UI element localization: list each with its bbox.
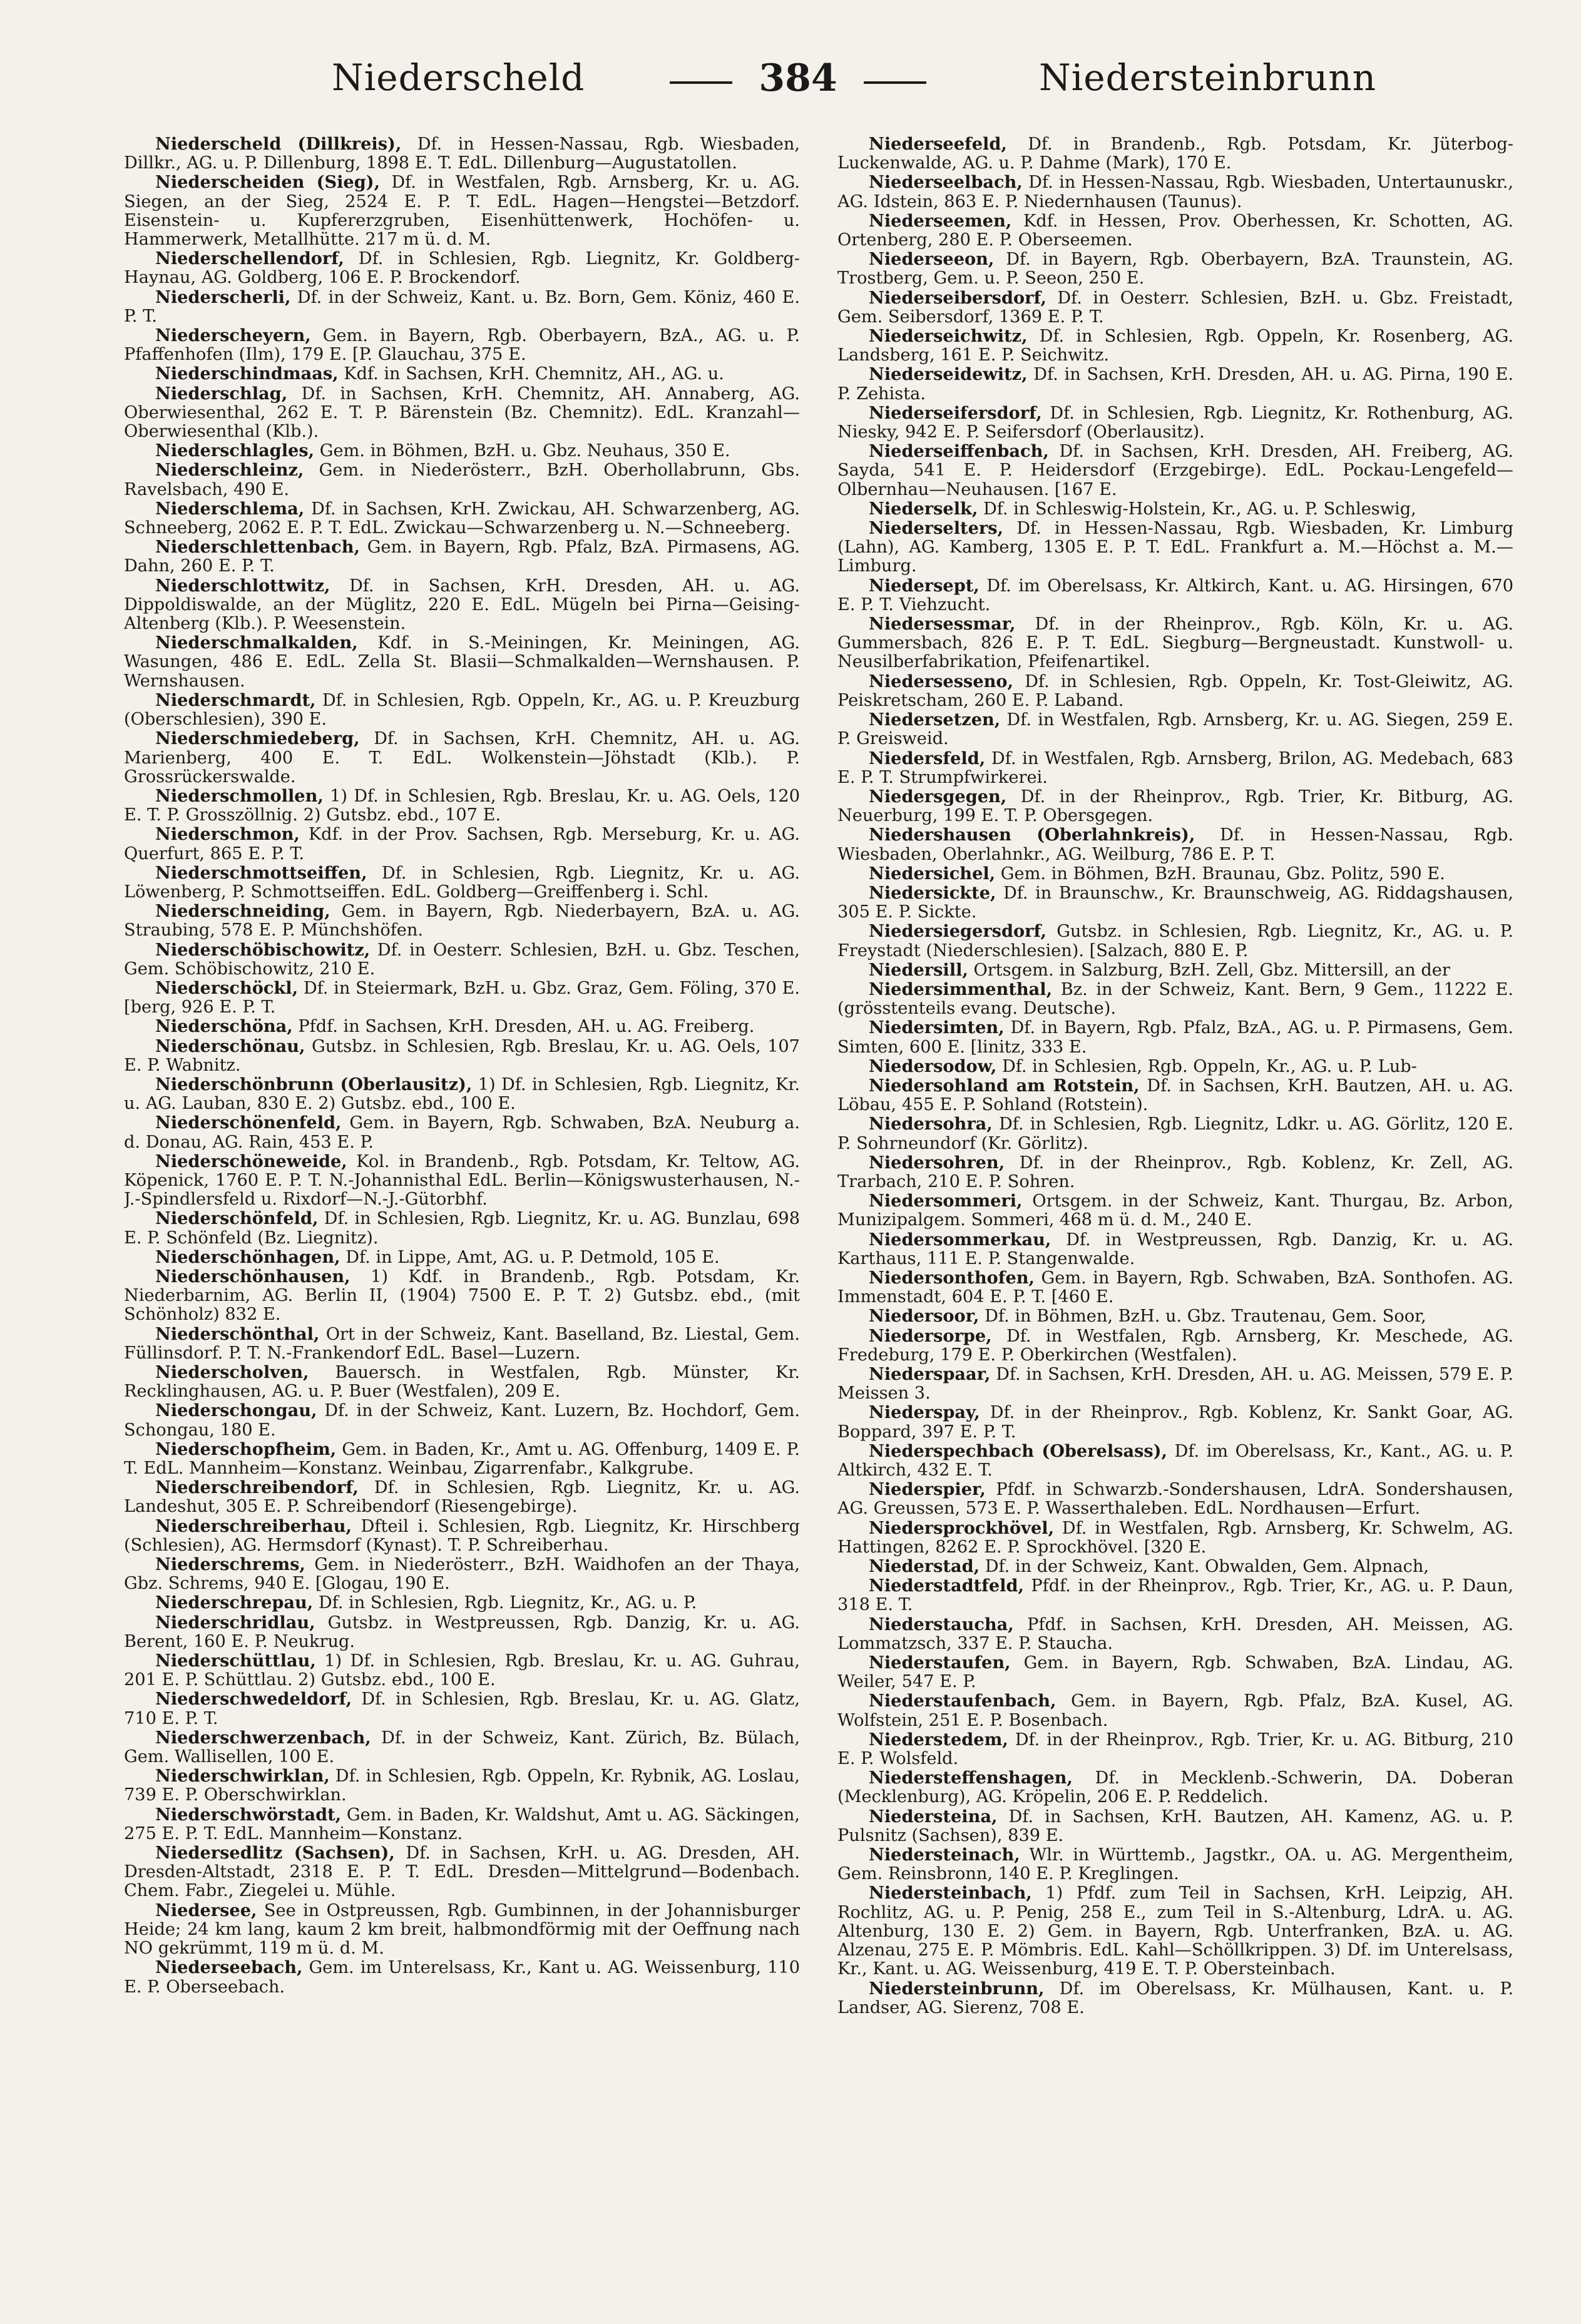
gazetteer-entry xyxy=(124,499,800,538)
entry-headword: Niedersommerkau, xyxy=(869,1229,1051,1250)
entry-text: Df. in Sachsen, KrH. u. AG. Dresden, AH. Dresden-Altstadt, 2318 E. P. T. EdL. Dresden—Mittelgrund—Bodenbach. Chem. Fabr., Ziegelei u. Mühle. xyxy=(124,1843,800,1901)
gazetteer-entry xyxy=(837,1883,1513,1979)
entry-headword: Niedersetzen, xyxy=(869,710,1001,730)
entry-text: Df. in Schlesien, Rgb. Oppeln, Kr. Rybnik, AG. Loslau, 739 E. P. Oberschwirklan. xyxy=(124,1766,800,1805)
gazetteer-entry xyxy=(837,1403,1513,1441)
entry-text: Gem. in Bayern, Rgb. Oberbayern, BzA., AG. u. P. Pfaffenhofen (Ilm), 179 E. [P. Glauchau, 375 E. xyxy=(124,326,800,365)
gazetteer-entry xyxy=(124,1766,800,1805)
gazetteer-entry xyxy=(837,1018,1513,1056)
gazetteer-entry xyxy=(837,980,1513,1018)
entry-text: Pfdf. in Schwarzb.-Sondershausen, LdrA. Sondershausen, AG. Greussen, 573 E. P. Wasserthaleben. EdL. Nordhausen—Erfurt. xyxy=(837,1480,1513,1519)
gazetteer-entry xyxy=(837,922,1513,960)
entry-headword: Niederschrepau, xyxy=(155,1593,314,1613)
entry-headword: Niederseibersdorf, xyxy=(869,287,1047,308)
gazetteer-entry xyxy=(837,1653,1513,1691)
gazetteer-entry xyxy=(837,499,1513,519)
gazetteer-entry xyxy=(837,404,1513,442)
entry-text: Df. in Schlesien, Rgb. Liegnitz, Kr. Goldberg-Haynau, AG. Goldberg, 106 E. P. Brockendorf. xyxy=(124,249,800,288)
entry-headword: Niedersichel, xyxy=(869,863,996,884)
gazetteer-entry xyxy=(124,1517,800,1555)
entry-headword: Niedersept, xyxy=(869,575,980,596)
entry-headword: Niederschlettenbach, xyxy=(155,537,360,558)
entry-headword: Niedersohra, xyxy=(869,1114,993,1134)
entry-headword: Niederschopfheim, xyxy=(155,1439,337,1459)
entry-headword: Niederschöbischowitz, xyxy=(155,939,371,960)
entry-headword: Niederschönthal, xyxy=(155,1323,320,1344)
entry-headword: Niederspechbach (Oberelsass), xyxy=(869,1440,1168,1461)
entry-text: Ortsgem. in Salzburg, BzH. Zell, Gbz. Mittersill, an der xyxy=(968,960,1450,980)
entry-headword: Niedersoor, xyxy=(869,1306,980,1327)
entry-text: Df. in Sachsen, KrH. Zwickau, AH. Schwarzenberg, AG. Schneeberg, 2062 E. P. T. EdL. Zwickau—Schwarzenberg u. N.—Schneeberg. xyxy=(124,499,800,538)
entry-text: Df. in der Schweiz, Kant. u. Bz. Born, Gem. Köniz, 460 E. P. T. xyxy=(124,287,800,326)
entry-text: Gem. in Bayern, Rgb. Schwaben, BzA. Sonthofen. AG. Immenstadt, 604 E. P. T. [460 E. xyxy=(837,1268,1513,1307)
entry-text: Df. in Hessen-Nassau, Rgb. Wiesbaden, Untertaunuskr., AG. Idstein, 863 E. P. Niedernhausen (Taunus). xyxy=(837,173,1513,212)
gazetteer-entry xyxy=(124,787,800,825)
gazetteer-entry xyxy=(124,461,800,499)
page-header xyxy=(0,56,1581,125)
gazetteer-entry xyxy=(837,749,1513,787)
entry-text: 1) Df. in Schlesien, Rgb. Liegnitz, Kr. u. AG. Lauban, 830 E. 2) Gutsbz. ebd., 100 E. xyxy=(124,1074,800,1114)
gazetteer-entry xyxy=(837,1191,1513,1230)
gazetteer-entry xyxy=(837,1442,1513,1480)
entry-text: Df. in der Rheinprov., Rgb. Koblenz, Kr. Sankt Goar, AG. Boppard, 397 E. P. T. xyxy=(837,1403,1513,1442)
entry-headword: Niederschwörstadt, xyxy=(155,1804,342,1825)
entry-headword: Niederscheyern, xyxy=(155,325,311,346)
entry-text: Df. in Sachsen, KrH. Bautzen, AH. u. AG. Löbau, 455 E. P. Sohland (Rotstein). xyxy=(837,1076,1513,1115)
gazetteer-entry xyxy=(124,1901,800,1959)
entry-headword: Niederschmon, xyxy=(155,824,300,845)
entry-text: Df. in Sachsen, KrH. Dresden, AH. Freiberg, AG. Sayda, 541 E. P. Heidersdorf (Erzgebirge). EdL. Pockau-Lengefeld—Olbernhau—Neuhausen. [167 E. xyxy=(837,442,1513,499)
gazetteer-entry xyxy=(124,1113,800,1151)
entry-headword: Niederschleinz, xyxy=(155,460,304,481)
entry-headword: Niederseeon, xyxy=(869,249,995,270)
entry-headword: Niederschlema, xyxy=(155,498,305,519)
entry-headword: Niederseelbach, xyxy=(869,172,1023,193)
entry-text: Df. in Hessen-Nassau, Rgb. Wiesbaden, Kr. Limburg (Lahn), AG. Kamberg, 1305 E. P. T. EdL. Frankfurt a. M.—Höchst a. M.—Limburg. xyxy=(837,519,1513,576)
entry-text: Pfdf. in Sachsen, KrH. Dresden, AH. Meissen, AG. Lommatzsch, 337 E. P. Staucha. xyxy=(837,1614,1513,1653)
entry-headword: Niedersodow, xyxy=(869,1056,997,1076)
gazetteer-entry xyxy=(124,940,800,979)
gazetteer-entry xyxy=(837,1230,1513,1268)
entry-headword: Niedersonthofen, xyxy=(869,1267,1035,1288)
gazetteer-entry xyxy=(124,173,800,249)
entry-text: Kol. in Brandenb., Rgb. Potsdam, Kr. Teltow, AG. Köpenick, 1760 E. P. T. N.-Johannisthal EdL. Berlin—Königswusterhausen, N.-J.-Spindlersfeld u. Rixdorf—N.-J.-Gütorbhf. xyxy=(124,1151,800,1210)
entry-headword: Niederspaar, xyxy=(869,1364,991,1384)
left-column xyxy=(124,135,800,2293)
gazetteer-entry xyxy=(124,864,800,902)
entry-headword: Niedersteffenshagen, xyxy=(869,1768,1073,1788)
gazetteer-entry xyxy=(124,1267,800,1325)
gazetteer-entry xyxy=(837,864,1513,884)
gazetteer-entry xyxy=(837,710,1513,748)
gazetteer-entry xyxy=(124,1017,800,1036)
entry-text: Df. in Sachsen, KrH. Dresden, AH. u. AG. Dippoldiswalde, an der Müglitz, 220 E. EdL. Mügeln bei Pirna—Geising-Altenberg (Klb.). P. Weesenstein. xyxy=(124,576,800,634)
gazetteer-body xyxy=(124,135,1513,2293)
gazetteer-entry xyxy=(837,442,1513,499)
gazetteer-entry xyxy=(837,135,1513,173)
entry-text: Kdf. in Sachsen, KrH. Chemnitz, AH., AG. u. xyxy=(338,364,724,384)
entry-text: Df. in Steiermark, BzH. u. Gbz. Graz, Gem. Föling, 370 E. [berg, 926 E. P. T. xyxy=(124,978,800,1017)
entry-headword: Niedersessmar, xyxy=(869,614,1016,635)
entry-headword: Niederstedem, xyxy=(869,1729,1008,1750)
gazetteer-entry xyxy=(837,1557,1513,1576)
entry-text: Df. in Schlesien, Rgb. Liegnitz, Kr. u. AG. Löwenberg, P. Schmottseiffen. EdL. Goldberg—Greiffenberg i. Schl. xyxy=(124,863,800,902)
entry-text: Df. im Oberelsass, Kr. Mülhausen, Kant. u. P. Landser, AG. Sierenz, 708 E. xyxy=(837,1979,1513,2017)
entry-headword: Niedersorpe, xyxy=(869,1325,992,1346)
entry-text: Df. in Brandenb., Rgb. Potsdam, Kr. Jüterbog-Luckenwalde, AG. u. P. Dahme (Mark), 170 E. xyxy=(837,135,1513,173)
entry-headword: Niederschmiedeberg, xyxy=(155,728,360,749)
gazetteer-entry xyxy=(837,1576,1513,1614)
gazetteer-entry xyxy=(837,1114,1513,1153)
entry-text: Gem. in Bayern, Rgb. Niederbayern, BzA. u. AG. Straubing, 578 E. P. Münchshöfen. xyxy=(124,902,800,940)
entry-headword: Niederseemen, xyxy=(869,210,1012,231)
entry-text: Kdf. in Hessen, Prov. Oberhessen, Kr. Schotten, AG. Ortenberg, 280 E. P. Oberseemen. xyxy=(837,211,1513,250)
gazetteer-entry xyxy=(837,1480,1513,1518)
gazetteer-entry xyxy=(837,327,1513,365)
entry-headword: Niedersgegen, xyxy=(869,786,1007,807)
entry-headword: Niederschindmaas, xyxy=(155,364,339,384)
entry-headword: Niederschönfeld, xyxy=(155,1208,319,1229)
gazetteer-entry xyxy=(124,729,800,787)
entry-headword: Niedersteina, xyxy=(869,1806,998,1827)
gazetteer-entry xyxy=(837,365,1513,403)
gazetteer-entry xyxy=(837,212,1513,250)
entry-headword: Niederscherli, xyxy=(155,287,291,307)
entry-headword: Niederschreiberhau, xyxy=(155,1516,352,1536)
entry-text: Df. in Schlesien, Rgb. Oppeln, Kr. Tost-Gleiwitz, AG. Peiskretscham, 260 E. P. Laband. xyxy=(837,671,1513,710)
entry-text: Pfdf. in der Rheinprov., Rgb. Trier, Kr., AG. u. P. Daun, 318 E. T. xyxy=(837,1576,1513,1615)
entry-text: Df. in Schlesien, Rgb. Oppeln, Kr., AG. u. P. Lub- xyxy=(996,1056,1417,1076)
gazetteer-entry xyxy=(837,519,1513,576)
header-last-entry: Niedersteinbrunn xyxy=(1039,56,1377,99)
entry-headword: Niedersesseno, xyxy=(869,671,1013,691)
entry-text: 1) Pfdf. zum Teil in Sachsen, KrH. Leipzig, AH. Rochlitz, AG. u. P. Penig, 258 E., zum Teil in S.-Altenburg, LdrA. u. AG. Altenburg, 130 E. 2) Gem. in Bayern, Rgb. Unterfranken, BzA. u. AG. Alzenau, 275 E. P. Mömbris. EdL. Kahl—Schöllkrippen. 3) Df. im Unterelsass, Kr., Kant. u. AG. Weissenburg, 419 E. T. P. Obersteinbach. xyxy=(837,1883,1513,1979)
entry-headword: Niederselk, xyxy=(869,498,978,519)
gazetteer-entry xyxy=(124,576,800,634)
gazetteer-entry xyxy=(837,614,1513,672)
entry-text: Df. in Oesterr. Schlesien, BzH. u. Gbz. Freistadt, Gem. Seibersdorf, 1369 E. P. T. xyxy=(837,288,1513,327)
gazetteer-entry xyxy=(124,1958,800,1996)
entry-text: Df. in Schlesien, Rgb. Liegnitz, Kr. Rothenburg, AG. Niesky, 942 E. P. Seifersdorf (Oberlausitz). xyxy=(837,403,1513,442)
gazetteer-entry xyxy=(124,135,800,173)
entry-headword: Niedersprockhövel, xyxy=(869,1517,1055,1538)
gazetteer-entry xyxy=(837,1730,1513,1768)
entry-headword: Niederseifersdorf, xyxy=(869,402,1042,423)
entry-headword: Niederschöna, xyxy=(155,1016,293,1037)
entry-text: Df. in Oesterr. Schlesien, BzH. u. Gbz. Teschen, Gem. Schöbischowitz, 210 E. xyxy=(124,940,800,979)
entry-headword: Niedersedlitz (Sachsen), xyxy=(155,1843,395,1863)
entry-text: Df. in Böhmen, BzH. u. Gbz. Trautenau, Gem. Soor, xyxy=(979,1307,1426,1327)
entry-headword: Niederschöckl, xyxy=(155,977,299,998)
entry-text: Df. in Sachsen, KrH. Chemnitz, AH. u. AG. Marienberg, 400 E. T. EdL. Wolkenstein—Jöhstadt (Klb.). P. Grossrückerswalde. xyxy=(124,729,800,787)
entry-headword: Niedersfeld, xyxy=(869,748,986,768)
gazetteer-entry xyxy=(837,884,1513,922)
entry-text: 1) Df. in Schlesien, Rgb. Breslau, Kr. u. AG. Oels, 120 E. T. P. Grosszöllnig. 2) Gutsbz. ebd., 107 E. xyxy=(124,786,800,825)
entry-text: Pfdf. in Sachsen, KrH. Dresden, AH. u. AG. Freiberg. xyxy=(292,1017,755,1037)
entry-text: Gutsbz. in Schlesien, Rgb. Liegnitz, Kr., AG. u. P. Freystadt (Niederschlesien). [Salzach, 880 E. P. xyxy=(837,922,1513,961)
entry-headword: Niedersohland am Rotstein, xyxy=(869,1075,1140,1096)
entry-text: Gem. in Bayern, Rgb. Schwaben, BzA. Neuburg a. d. Donau, AG. Rain, 453 E. P. xyxy=(124,1113,800,1152)
entry-headword: Niedersiegersdorf, xyxy=(869,921,1047,942)
entry-text: Df. in Schlesien, Rgb. Breslau, Kr. u. AG. Glatz, 710 E. P. T. xyxy=(124,1689,800,1728)
gazetteer-entry xyxy=(837,1845,1513,1883)
gazetteer-entry xyxy=(124,384,800,442)
entry-text: Df. in Schlesien, Rgb. Liegnitz, Kr., AG. u. P. xyxy=(313,1593,697,1613)
entry-text: Df. in Bayern, Rgb. Pfalz, BzA., AG. u. P. Pirmasens, Gem. Simten, 600 E. [linitz, 333 E. xyxy=(837,1018,1513,1057)
entry-text: Gem. im Unterelsass, Kr., Kant u. AG. Weissenburg, 110 E. P. Oberseebach. xyxy=(124,1958,800,1997)
entry-text: Gem. in Niederösterr., BzH. Oberhollabrunn, Gbs. Ravelsbach, 490 E. xyxy=(124,461,800,499)
entry-text: Df. in Schlesien, Rgb. Liegnitz, Ldkr. u. AG. Görlitz, 120 E. P. Sohrneundorf (Kr. Görlitz). xyxy=(837,1114,1513,1153)
gazetteer-entry xyxy=(124,441,800,461)
entry-text: 1) Kdf. in Brandenb., Rgb. Potsdam, Kr. Niederbarnim, AG. Berlin II, (1904) 7500 E. P. T. 2) Gutsbz. ebd., (mit Schönholz) 832 E. xyxy=(124,1266,800,1325)
entry-headword: Niedersimten, xyxy=(869,1017,1005,1038)
entry-text: Gutsbz. in Westpreussen, Rgb. Danzig, Kr. u. AG. Berent, 160 E. P. Neukrug. xyxy=(124,1613,800,1651)
gazetteer-entry xyxy=(837,1807,1513,1845)
entry-headword: Niederschreibendorf, xyxy=(155,1477,359,1498)
entry-text: Df. in Hessen-Nassau, Rgb. Wiesbaden, Dillkr., AG. u. P. Dillenburg, 1898 E. T. EdL. Dillenburg—Augustatollen. xyxy=(124,135,800,173)
entry-text: Dfteil i. Schlesien, Rgb. Liegnitz, Kr. Hirschberg (Schlesien), AG. Hermsdorf (Kynast). T. P. Schreiberhau. xyxy=(124,1516,800,1555)
entry-text: Df. in Bayern, Rgb. Oberbayern, BzA. Traunstein, AG. Trostberg, Gem. u. P. Seeon, 250 E. xyxy=(837,250,1513,288)
entry-headword: Niederschellendorf, xyxy=(155,248,344,269)
gazetteer-entry xyxy=(124,1152,800,1210)
entry-headword: Niedersickte, xyxy=(869,882,996,903)
entry-text: Df. in Westfalen, Rgb. Arnsberg, Kr. u. AG. Siegen, an der Sieg, 2524 E. P. T. EdL. Hagen—Hengstei—Betzdorf. Eisenstein- u. Kupfererzgruben, Eisenhüttenwerk, Hochöfen- u. Hammerwerk, Metallhütte. 217 m ü. d. M. xyxy=(124,173,800,250)
entry-text: Df. in Hessen-Nassau, Rgb. Wiesbaden, Oberlahnkr., AG. Weilburg, 786 E. P. T. xyxy=(837,825,1513,864)
gazetteer-entry xyxy=(124,1555,800,1593)
entry-headword: Niederschüttlau, xyxy=(155,1651,316,1671)
entry-text: Gem. in Niederösterr., BzH. Waidhofen an der Thaya, Gbz. Schrems, 940 E. [Glogau, 190 E. xyxy=(124,1555,800,1594)
entry-headword: Niedersteinach, xyxy=(869,1845,1020,1865)
entry-text: Df. in Schlesien, Rgb. Oppeln, Kr. Rosenberg, AG. Landsberg, 161 E. P. Seichwitz. xyxy=(837,327,1513,365)
gazetteer-entry xyxy=(124,538,800,576)
entry-headword: Niederschönhagen, xyxy=(155,1246,340,1267)
entry-text: 1) Df. in Schlesien, Rgb. Breslau, Kr. u. AG. Guhrau, 201 E. P. Schüttlau. 2) Gutsbz. ebd., 100 E. xyxy=(124,1651,800,1690)
page-number: 384 xyxy=(676,56,920,100)
entry-text: Df. in der Rheinprov., Rgb. Köln, Kr. u. AG. Gummersbach, 826 E. P. T. EdL. Siegburg—Bergneustadt. Kunstwoll- u. Neusilberfabrikation, Pfeifenartikel. xyxy=(837,614,1513,672)
gazetteer-entry xyxy=(124,1037,800,1075)
entry-headword: Niedersee, xyxy=(155,1900,257,1920)
entry-headword: Niederscheiden (Sieg), xyxy=(155,172,381,193)
entry-headword: Niedersteinbach, xyxy=(869,1883,1032,1904)
gazetteer-entry xyxy=(124,326,800,364)
gazetteer-entry xyxy=(124,1689,800,1728)
entry-headword: Niederscholven, xyxy=(155,1362,309,1382)
entry-headword: Niederschongau, xyxy=(155,1400,317,1421)
entry-headword: Niederschönhausen, xyxy=(155,1266,350,1287)
gazetteer-entry xyxy=(124,1728,800,1766)
entry-headword: Niederstad, xyxy=(869,1556,980,1577)
entry-text: Df. in Sachsen, KrH. Dresden, AH. u. AG. Pirna, 190 E. P. Zehista. xyxy=(837,365,1513,404)
gazetteer-entry xyxy=(124,1401,800,1439)
entry-text: Bz. in der Schweiz, Kant. Bern, 9 Gem., 11222 E. (grösstenteils evang. Deutsche). xyxy=(837,979,1513,1019)
entry-headword: Niederselters, xyxy=(869,518,1003,539)
entry-headword: Niederseebach, xyxy=(155,1957,303,1978)
gazetteer-entry xyxy=(124,1363,800,1401)
gazetteer-entry xyxy=(124,1593,800,1613)
gazetteer-entry xyxy=(124,691,800,729)
entry-text: See in Ostpreussen, Rgb. Gumbinnen, in der Johannisburger Heide; 24 km lang, kaum 2 km breit, halbmondförmig mit der Oeffnung nach NO gekrümmt, 119 m ü. d. M. xyxy=(124,1900,800,1959)
entry-text: Ortsgem. in der Schweiz, Kant. Thurgau, Bz. Arbon, Munizipalgem. Sommeri, 468 m ü. d. M., 240 E. xyxy=(837,1191,1513,1230)
entry-headword: Niedersimmenthal, xyxy=(869,979,1053,999)
gazetteer-entry xyxy=(124,1478,800,1516)
entry-text: Df. in der Schweiz, Kant. Zürich, Bz. Bülach, Gem. Wallisellen, 100 E. xyxy=(124,1728,800,1767)
entry-text: Df. in Westfalen, Rgb. Arnsberg, Kr. Meschede, AG. Fredeburg, 179 E. P. Oberkirchen (Westfalen). xyxy=(837,1326,1513,1365)
entry-headword: Niederschlottwitz, xyxy=(155,575,330,596)
entry-text: Df. in Westfalen, Rgb. Arnsberg, Kr. Schwelm, AG. Hattingen, 8262 E. P. Sprockhövel. [320 E. xyxy=(837,1518,1513,1557)
entry-text: Gem. in Bayern, Rgb. Pfalz, BzA. Kusel, AG. Wolfstein, 251 E. P. Bosenbach. xyxy=(837,1691,1513,1730)
entry-headword: Niedersohren, xyxy=(869,1152,1005,1173)
entry-headword: Niederstaucha, xyxy=(869,1614,1014,1634)
entry-headword: Niederscheld (Dillkreis), xyxy=(155,135,402,154)
entry-headword: Niederschrems, xyxy=(155,1554,305,1575)
entry-text: Df. in der Rheinprov., Rgb. Trier, Kr. u. AG. Bitburg, 210 E. P. Wolsfeld. xyxy=(837,1730,1513,1769)
entry-text: Kdf. in S.-Meiningen, Kr. Meiningen, AG. Wasungen, 486 E. EdL. Zella St. Blasii—Schmalkalden—Wernshausen. P. Wernshausen. xyxy=(124,633,800,691)
entry-headword: Niederschmalkalden, xyxy=(155,633,358,653)
entry-headword: Niederschönenfeld, xyxy=(155,1113,342,1133)
entry-text: Df. in Westfalen, Rgb. Arnsberg, Kr. u. AG. Siegen, 259 E. P. Greisweid. xyxy=(837,710,1513,749)
entry-headword: Niederseefeld, xyxy=(869,135,1007,154)
entry-text: Df. in Schlesien, Rgb. Liegnitz, Kr. u. AG. Landeshut, 305 E. P. Schreibendorf (Riesengebirge). xyxy=(124,1478,800,1517)
gazetteer-entry xyxy=(124,825,800,863)
entry-text: Df. im Oberelsass, Kr., Kant., AG. u. P. Altkirch, 432 E. T. xyxy=(837,1441,1513,1481)
entry-headword: Niederstadtfeld, xyxy=(869,1576,1024,1596)
entry-text: Df. in Mecklenb.-Schwerin, DA. Doberan (Mecklenburg), AG. Kröpelin, 206 E. P. Reddelich. xyxy=(837,1768,1513,1807)
entry-headword: Niedersteinbrunn, xyxy=(869,1978,1045,1999)
gazetteer-entry xyxy=(124,1209,800,1247)
gazetteer-entry xyxy=(124,633,800,691)
entry-headword: Niederschönbrunn (Oberlausitz), xyxy=(155,1074,473,1094)
entry-text: Ort in der Schweiz, Kant. Baselland, Bz. Liestal, Gem. Füllinsdorf. P. T. N.-Frankendorf EdL. Basel—Luzern. xyxy=(124,1324,800,1363)
entry-text: Gem. in Baden, Kr., Amt u. AG. Offenburg, 1409 E. P. T. EdL. Mannheim—Konstanz. Weinbau, Zigarrenfabr., Kalkgrube. xyxy=(124,1439,800,1479)
entry-text: Df. in der Rheinprov., Rgb. Trier, Kr. Bitburg, AG. Neuerburg, 199 E. T. P. Obersgegen. xyxy=(837,787,1513,826)
entry-text: Df. in der Schweiz, Kant. Luzern, Bz. Hochdorf, Gem. Schongau, 180 E. xyxy=(124,1401,800,1440)
entry-headword: Niedersommeri, xyxy=(869,1191,1023,1211)
gazetteer-entry xyxy=(837,1519,1513,1557)
entry-headword: Niedersill, xyxy=(869,959,968,980)
entry-text: Gem. in Bayern, Rgb. Schwaben, BzA. Lindau, AG. Weiler, 547 E. P. xyxy=(837,1653,1513,1692)
entry-headword: Niederschwirklan, xyxy=(155,1766,330,1786)
gazetteer-entry xyxy=(124,1440,800,1478)
gazetteer-entry xyxy=(837,672,1513,710)
entry-headword: Niederschmardt, xyxy=(155,690,316,710)
entry-text: Df. in Sachsen, KrH. Chemnitz, AH. Annaberg, AG. Oberwiesenthal, 262 E. T. P. Bärenstein (Bz. Chemnitz). EdL. Kranzahl—Oberwiesenthal (Klb.). xyxy=(124,384,800,442)
gazetteer-entry xyxy=(837,787,1513,825)
entry-headword: Niederseidewitz, xyxy=(869,364,1028,385)
entry-text: Df. in der Rheinprov., Rgb. Koblenz, Kr. Zell, AG. Trarbach, 210 E. P. Sohren. xyxy=(837,1153,1513,1191)
entry-text: Bauersch. in Westfalen, Rgb. Münster, Kr. Recklinghausen, AG. u. P. Buer (Westfalen), 209 E. xyxy=(124,1363,800,1402)
entry-headword: Niederschwerzenbach, xyxy=(155,1727,371,1748)
entry-text: Wlr. in Württemb., Jagstkr., OA. u. AG. Mergentheim, Gem. Reinsbronn, 140 E. P. Kreglingen. xyxy=(837,1845,1513,1884)
entry-headword: Niederschridlau, xyxy=(155,1612,315,1633)
entry-text: Df. in Schlesien, Rgb. Liegnitz, Kr. u. AG. Bunzlau, 698 E. P. Schönfeld (Bz. Liegnitz). xyxy=(124,1209,800,1248)
entry-headword: Niederseiffenbach, xyxy=(869,441,1049,462)
entry-headword: Niederspier, xyxy=(869,1479,986,1500)
entry-text: Gem. in Bayern, Rgb. Pfalz, BzA. Pirmasens, AG. Dahn, 260 E. P. T. xyxy=(124,538,800,576)
gazetteer-entry xyxy=(837,288,1513,327)
entry-text: Df. in Sachsen, KrH. Dresden, AH. u. AG. Meissen, 579 E. P. Meissen 3. xyxy=(837,1365,1513,1404)
gazetteer-entry xyxy=(837,250,1513,288)
gazetteer-entry xyxy=(124,1843,800,1901)
gazetteer-entry xyxy=(124,1805,800,1843)
gazetteer-entry xyxy=(124,288,800,326)
entry-headword: Niederschlagles, xyxy=(155,441,315,461)
gazetteer-entry xyxy=(124,364,800,384)
gazetteer-entry xyxy=(124,1248,800,1267)
gazetteer-entry xyxy=(837,1691,1513,1730)
entry-text: Df. in Sachsen, KrH. Bautzen, AH. Kamenz, AG. u. P. Pulsnitz (Sachsen), 839 E. xyxy=(837,1807,1513,1845)
entry-text: Df. in Westfalen, Rgb. Arnsberg, Brilon, AG. Medebach, 683 E. P. T. Strumpfwirkerei. xyxy=(837,748,1513,787)
gazetteer-entry xyxy=(837,1768,1513,1807)
gazetteer-entry xyxy=(837,1615,1513,1653)
entry-text: Gutsbz. in Schlesien, Rgb. Breslau, Kr. u. AG. Oels, 107 E. P. Wabnitz. xyxy=(124,1036,800,1075)
entry-text: Df. im Oberelsass, Kr. Altkirch, Kant. u. AG. Hirsingen, 670 E. P. T. Viehzucht. xyxy=(837,576,1513,614)
entry-text: Gem. in Böhmen, BzH. u. Gbz. Neuhaus, 350 E. xyxy=(314,441,730,461)
gazetteer-entry xyxy=(837,961,1513,980)
gazetteer-entry xyxy=(837,1327,1513,1365)
entry-headword: Niederspay, xyxy=(869,1402,980,1423)
entry-text: Df. in Westpreussen, Rgb. Danzig, Kr. u. AG. Karthaus, 111 E. P. Stangenwalde. xyxy=(837,1230,1513,1268)
entry-headword: Niederschwedeldorf, xyxy=(155,1689,352,1710)
header-first-entry: Niederscheld xyxy=(332,56,585,99)
gazetteer-entry xyxy=(837,1979,1513,2017)
gazetteer-entry xyxy=(124,902,800,940)
gazetteer-entry xyxy=(124,1651,800,1689)
entry-text: Df. in Schleswig-Holstein, Kr., AG. u. P. Schleswig, xyxy=(978,499,1416,519)
gazetteer-entry xyxy=(837,1076,1513,1114)
gazetteer-entry xyxy=(124,979,800,1017)
gazetteer-entry xyxy=(124,1075,800,1113)
entry-headword: Niedershausen (Oberlahnkreis), xyxy=(869,825,1195,845)
gazetteer-entry xyxy=(124,1613,800,1651)
entry-text: Kdf. in der Prov. Sachsen, Rgb. Merseburg, Kr. u. AG. Querfurt, 865 E. P. T. xyxy=(124,825,800,864)
right-column xyxy=(837,135,1513,2293)
entry-headword: Niederstaufen, xyxy=(869,1653,1011,1673)
gazetteer-entry xyxy=(837,1365,1513,1403)
entry-text: Gem. in Böhmen, BzH. Braunau, Gbz. Politz, 590 E. xyxy=(995,864,1445,884)
entry-headword: Niederstaufenbach, xyxy=(869,1691,1057,1711)
entry-text: Df. in Braunschw., Kr. Braunschweig, AG. Riddagshausen, 305 E. P. Sickte. xyxy=(837,883,1513,922)
entry-headword: Niederschönau, xyxy=(155,1036,305,1056)
entry-text: Gem. in Baden, Kr. Waldshut, Amt u. AG. Säckingen, 275 E. P. T. EdL. Mannheim—Konstanz. xyxy=(124,1805,800,1843)
entry-headword: Niederseichwitz, xyxy=(869,326,1028,347)
gazetteer-entry xyxy=(837,1268,1513,1307)
entry-headword: Niederschmollen, xyxy=(155,785,324,806)
gazetteer-entry xyxy=(837,1307,1513,1326)
entry-text: Df. in Schlesien, Rgb. Oppeln, Kr., AG. u. P. Kreuzburg (Oberschlesien), 390 E. xyxy=(124,690,800,730)
entry-headword: Niederschneiding, xyxy=(155,901,330,922)
gazetteer-entry xyxy=(837,825,1513,864)
entry-text: Df. in Lippe, Amt, AG. u. P. Detmold, 105 E. xyxy=(340,1247,720,1267)
entry-headword: Niederschmottseiffen, xyxy=(155,862,367,883)
gazetteer-entry xyxy=(124,1325,800,1363)
gazetteer-entry xyxy=(837,1057,1513,1076)
entry-headword: Niederschöneweide, xyxy=(155,1151,347,1171)
gazetteer-entry xyxy=(837,173,1513,211)
gazetteer-entry xyxy=(837,1153,1513,1191)
gazetteer-entry xyxy=(837,576,1513,614)
entry-text: Df. in der Schweiz, Kant. Obwalden, Gem. Alpnach, xyxy=(980,1557,1429,1577)
gazetteer-entry xyxy=(124,249,800,287)
entry-headword: Niederschlag, xyxy=(155,383,288,404)
